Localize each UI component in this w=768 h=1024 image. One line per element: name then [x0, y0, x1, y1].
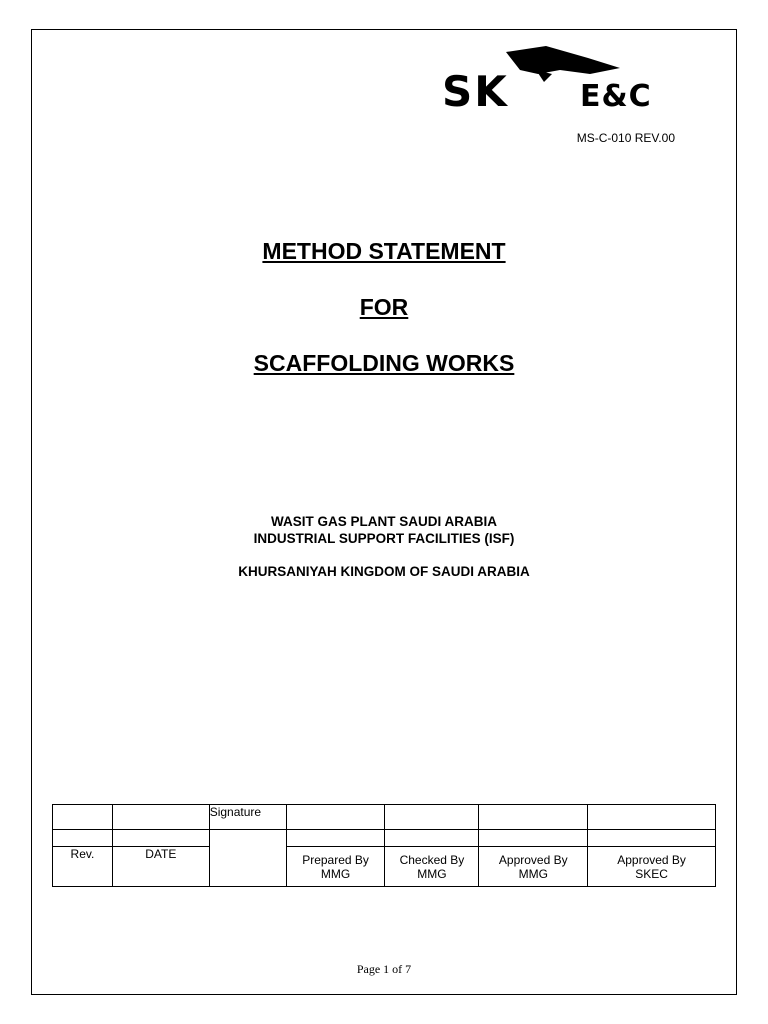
approved-by-skec-cell [588, 847, 716, 887]
approved-by-mmg-cell [479, 847, 588, 887]
approved-by-mmg-name: MMG [518, 867, 548, 881]
date-label: DATE [112, 847, 209, 887]
checked-by-name: MMG [417, 867, 447, 881]
approved-by-skec-role: Approved By [617, 853, 686, 867]
svg-text:E&C: E&C [580, 79, 652, 114]
approved-by-skec-name: SKEC [635, 867, 668, 881]
document-number: MS-C-010 REV.00 [576, 131, 675, 145]
doc-title-line-3: SCAFFOLDING WORKS [253, 350, 515, 376]
doc-title-line-2: FOR [359, 294, 409, 320]
signature-cell [209, 830, 286, 887]
project-line-2: INDUSTRIAL SUPPORT FACILITIES (ISF) [253, 531, 515, 546]
svg-text:SK: SK [442, 67, 509, 114]
table-row [53, 805, 716, 830]
table-row [53, 830, 716, 847]
project-line-1: WASIT GAS PLANT SAUDI ARABIA [271, 514, 497, 529]
prepared-by-role: Prepared By [302, 853, 369, 867]
signature-table [52, 804, 716, 887]
table-row [53, 847, 716, 887]
approved-by-mmg-role: Approved By [498, 853, 568, 867]
signature-label: Signature [209, 805, 286, 830]
sk-ec-logo [440, 44, 704, 114]
checked-by-role: Checked By [399, 853, 465, 867]
rev-label: Rev. [53, 847, 113, 887]
page-number: Page 1 of 7 [356, 962, 412, 976]
checked-by-cell [385, 847, 479, 887]
prepared-by-name: MMG [320, 867, 351, 881]
project-location: KHURSANIYAH KINGDOM OF SAUDI ARABIA [238, 564, 530, 579]
doc-title-line-1: METHOD STATEMENT [262, 238, 506, 264]
prepared-by-cell [286, 847, 385, 887]
